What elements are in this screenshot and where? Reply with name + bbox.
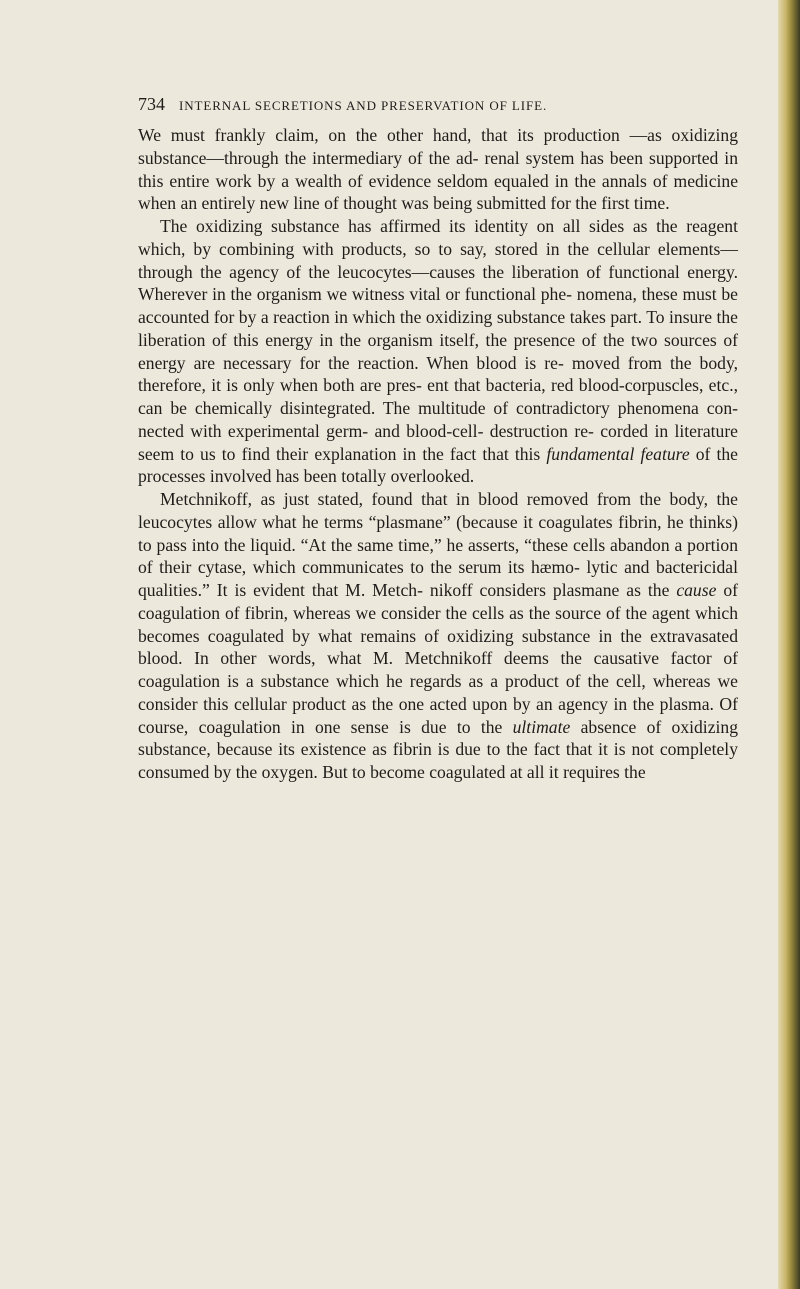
paragraph-text: We must frankly claim, on the other hand, that its production —as oxidizing substance—through the intermediary of the ad- renal system has been supported in this entire work by a wealth of evidence seldom equaled in the annals of medicine when an entirely new line of thought was being submitted for the first time.: [138, 125, 738, 214]
paragraph: [138, 124, 738, 215]
page-edge: [778, 0, 800, 1289]
paragraph-text: of the processes involved has been totally overlooked.: [138, 443, 738, 487]
paragraph: [138, 488, 738, 784]
paragraph-text: of coagulation of fibrin, whereas we consider the cells as the source of the agent which becomes coagulated by what remains of oxidizing substance in the extravasated blood. In other words, what M. Metchnikoff deems the causative factor of coagulation is a substance which he regards as a product of the cell, whereas we consider this cellular product as the one acted upon by an agency in the plasma. Of course, coagulation in one sense is due to the: [138, 580, 738, 737]
emphasized-text: fundamental feature: [546, 443, 690, 464]
emphasized-text: ultimate: [512, 716, 571, 737]
emphasized-text: cause: [676, 580, 717, 600]
body-text: [138, 124, 738, 784]
paragraph-text: The oxidizing substance has affirmed its identity on all sides as the reagent which, by combining with products, so to say, stored in the cellular elements—through the agency of the leucocytes—causes the liberation of functional energy. Wherever in the organism we witness vital or functional phe- nomena, these must be accounted for by a reaction in which the oxidizing substance takes part. To insure the liberation of this energy in the organism itself, the presence of the two sources of energy are necessary for the reaction. When blood is re- moved from the body, therefore, it is only when both are pres- ent that bacteria, red blood-corpuscles, etc., can be chemically disintegrated. The multitude of contradictory phenomena con- nected with experimental germ- and blood-cell- destruction re- corded in literature seem to us to find their explanation in the fact that this: [138, 216, 738, 464]
page-number: 734: [138, 94, 165, 114]
paragraph-text: Metchnikoff, as just stated, found that in blood removed from the body, the leucocytes allow what he terms “plasmane” (because it coagulates fibrin, he thinks) to pass into the liquid. “At the same time,” he asserts, “these cells abandon a portion of their cytase, which communicates to the serum its hæmo- lytic and bactericidal qualities.” It is evident that M. Metch- nikoff considers plasmane as the: [138, 489, 738, 600]
paragraph-text: absence of oxidizing substance, because its existence as fibrin is due to the fact that it is not completely consumed by the oxygen. But to become coagulated at all it requires the: [138, 716, 738, 782]
running-title: INTERNAL SECRETIONS AND PRESERVATION OF LIFE.: [179, 98, 548, 113]
running-head: [138, 94, 698, 115]
paragraph: [138, 215, 738, 488]
